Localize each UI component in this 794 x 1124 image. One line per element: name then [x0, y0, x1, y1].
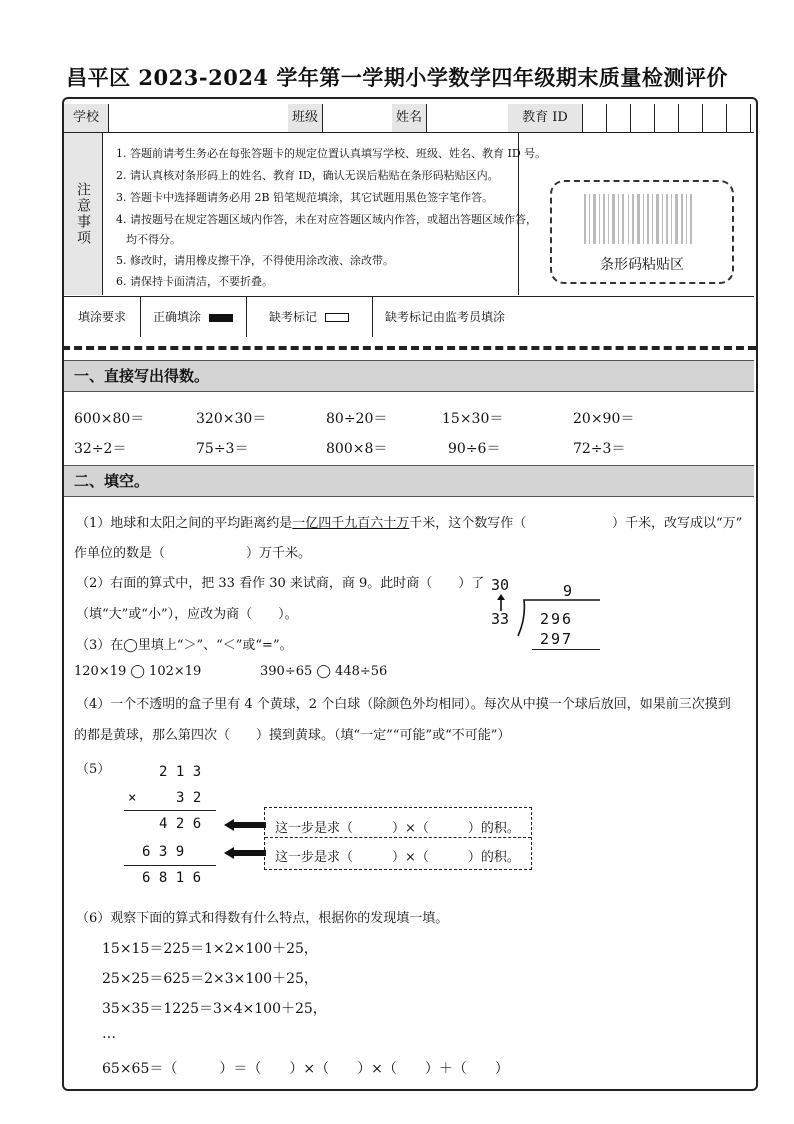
- dividend: 296: [540, 610, 574, 628]
- pattern-ellipsis: …: [102, 1026, 116, 1042]
- class-label: 班级: [288, 104, 323, 132]
- calc-item: 32÷2＝: [74, 441, 127, 457]
- explanation-box: [264, 807, 532, 870]
- mult-line-1: [124, 810, 216, 811]
- cut-line: [62, 346, 756, 350]
- section-2-header: 二、填空。: [64, 465, 754, 497]
- correct-fill-label: 正确填涂: [152, 310, 201, 324]
- explanation-line-1: 这一步是求（ ）×（ ）的积。: [275, 821, 520, 836]
- pattern-line: 15×15＝225＝1×2×100＋25，: [102, 941, 318, 957]
- info-row: [64, 104, 754, 133]
- note-line: 3. 答题卡中选择题请务必用 2B 铅笔规范填涂，其它试题用黑色签字笔作答。: [116, 191, 494, 204]
- multiplicand: 2 1 3: [159, 764, 202, 780]
- division-line: [532, 649, 600, 650]
- left-arrow-icon: [224, 846, 266, 860]
- multiplier: 3 2: [176, 790, 202, 806]
- fill-requirements-row: [64, 296, 518, 337]
- calc-item: 75÷3＝: [196, 441, 249, 457]
- question-1-line-1: （1）地球和太阳之间的平均距离约是一亿四千九百六十万千米，这个数写作（: [76, 516, 527, 531]
- school-label: 学校: [64, 104, 109, 132]
- times-sign: ×: [128, 790, 137, 806]
- calc-item: 72÷3＝: [573, 441, 626, 457]
- mult-result: 6 8 1 6: [142, 870, 202, 886]
- calc-item: 800×8＝: [326, 441, 388, 457]
- question-5-label: （5）: [76, 762, 111, 777]
- compare-b: 390÷65 ◯ 448÷56: [260, 664, 388, 679]
- notes-label: 注意事项: [64, 133, 103, 295]
- class-field[interactable]: [322, 104, 393, 132]
- calc-item: 600×80＝: [74, 411, 145, 427]
- calc-item: 20×90＝: [573, 411, 635, 427]
- pattern-question: 65×65＝（ ）＝（ ）×（ ）×（ ）＋（ ）: [102, 1061, 509, 1077]
- correct-fill-cell: [140, 297, 247, 337]
- calc-item: 15×30＝: [442, 411, 504, 427]
- section-1-header: 一、直接写出得数。: [64, 360, 754, 392]
- edu-id-box[interactable]: [702, 104, 727, 132]
- absent-mark-label: 缺考标记: [268, 310, 317, 324]
- note-line: 6. 请保持卡面清洁，不要折叠。: [116, 275, 273, 288]
- note-line: 2. 请认真核对条形码上的姓名、教育 ID，确认无误后粘贴在条形码粘贴区内。: [116, 169, 499, 182]
- question-1-line-2-start: 作单位的数是（: [74, 546, 166, 561]
- name-field[interactable]: [426, 104, 509, 132]
- fill-req-label: 填涂要求: [64, 297, 141, 337]
- question-1-line-2-end: ）万千米。: [246, 546, 312, 561]
- compare-a: 120×19 ◯ 102×19: [74, 664, 202, 679]
- edu-id-box[interactable]: [654, 104, 679, 132]
- box-divider: [265, 837, 531, 838]
- fill-row-right: [518, 296, 754, 337]
- partial-product-1: 4 2 6: [159, 816, 202, 832]
- filled-mark-icon: [209, 314, 233, 322]
- school-field[interactable]: [108, 104, 289, 132]
- notes-panel: [64, 133, 547, 295]
- distance-words: 一亿四千九百六十万: [292, 516, 410, 531]
- partial-product: 297: [540, 630, 574, 648]
- edu-id-box[interactable]: [606, 104, 631, 132]
- question-1-line-1-end: ）千米，改写成以“万”: [612, 516, 743, 531]
- divisor: 33: [491, 610, 510, 628]
- partial-product-2: 6 3 9: [142, 844, 185, 860]
- note-line: 4. 请按题号在规定答题区域内作答，未在对应答题区域内作答，或超出答题区域作答，: [116, 213, 537, 226]
- question-3: （3）在◯里填上“＞”、“＜”或“=”。: [76, 638, 293, 653]
- edu-id-label: 教育 ID: [508, 104, 583, 132]
- barcode-icon: [580, 192, 700, 248]
- note-line: 1. 答题前请考生务必在每张答题卡的规定位置认真填写学校、班级、姓名、教育 ID 号。: [116, 147, 547, 160]
- absent-note: 缺考标记由监考员填涂: [384, 310, 505, 324]
- approx-divisor: 30: [491, 576, 510, 594]
- calc-item: 320×30＝: [196, 411, 267, 427]
- edu-id-box[interactable]: [750, 104, 774, 132]
- question-4-line-2: 的都是黄球，那么第四次（ ）摸到黄球。（填“一定”“可能”或“不可能”）: [74, 728, 511, 743]
- pattern-line: 35×35＝1225＝3×4×100＋25，: [102, 1001, 327, 1017]
- absent-mark-cell: [246, 297, 373, 337]
- mult-line-2: [124, 865, 216, 866]
- note-line: 均不得分。: [126, 233, 181, 246]
- calc-item: 80÷20＝: [326, 411, 388, 427]
- question-4-line-1: （4）一个不透明的盒子里有 4 个黄球，2 个白球（除颜色外均相同）。每次从中摸一个球后放回，如果前三次摸到: [76, 697, 731, 712]
- pattern-line: 25×25＝625＝2×3×100＋25，: [102, 971, 318, 987]
- question-2-line-2: （填“大”或“小”），应改为商（ ）。: [76, 607, 298, 622]
- edu-id-box[interactable]: [630, 104, 655, 132]
- calc-item: 90÷6＝: [448, 441, 501, 457]
- barcode-area[interactable]: [550, 180, 734, 284]
- explanation-line-2: 这一步是求（ ）×（ ）的积。: [275, 850, 520, 865]
- barcode-label: 条形码粘贴区: [600, 257, 684, 273]
- question-6: （6）观察下面的算式和得数有什么特点，根据你的发现填一填。: [76, 911, 449, 926]
- edu-id-box[interactable]: [582, 104, 607, 132]
- edu-id-box[interactable]: [726, 104, 751, 132]
- page-title: 昌平区 2023-2024 学年第一学期小学数学四年级期末质量检测评价: [66, 65, 728, 90]
- quotient: 9: [563, 582, 573, 600]
- note-line: 5. 修改时，请用橡皮擦干净，不得使用涂改液、涂改带。: [116, 254, 394, 267]
- name-label: 姓名: [392, 104, 427, 132]
- left-arrow-icon: [224, 818, 266, 832]
- edu-id-box[interactable]: [678, 104, 703, 132]
- absent-mark-box[interactable]: [325, 313, 349, 322]
- question-2-line-1: （2）右面的算式中，把 33 看作 30 来试商，商 9。此时商（ ）了: [76, 576, 485, 591]
